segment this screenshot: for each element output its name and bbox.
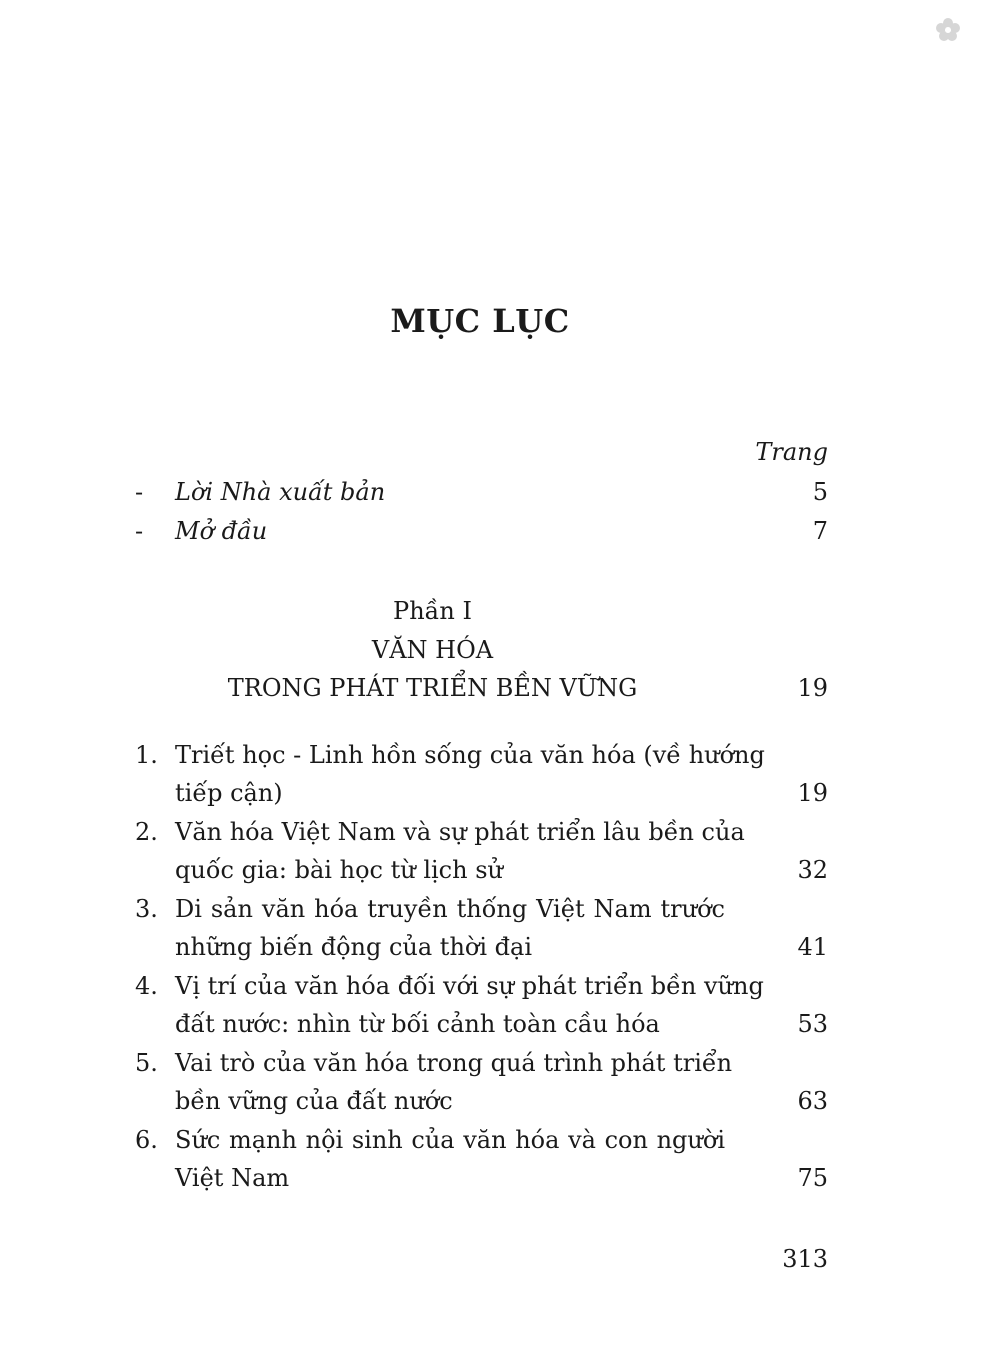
- toc-row-title: Lời Nhà xuất bản: [175, 478, 386, 506]
- part-label: Phần I: [393, 597, 472, 625]
- toc-entry-line1[interactable]: [135, 1121, 828, 1161]
- toc-row-front-matter[interactable]: [135, 473, 828, 513]
- toc-entry-page: 53: [797, 1010, 828, 1038]
- toc-entry-number: 6.: [135, 1126, 158, 1154]
- toc-entry-page: 32: [797, 856, 828, 884]
- toc-entry-title-line2: bền vững của đất nước: [175, 1087, 453, 1115]
- toc-entry-number: 2.: [135, 818, 158, 846]
- toc-entry-title-line2: quốc gia: bài học từ lịch sử: [175, 856, 503, 884]
- toc-entry-line2[interactable]: [135, 1159, 828, 1199]
- toc-entry-page: 19: [797, 779, 828, 807]
- toc-entry-number: 1.: [135, 741, 158, 769]
- toc-entry-page: 75: [797, 1164, 828, 1192]
- page-column-label: Trang: [755, 438, 828, 466]
- toc-entry-title-line1: Triết học - Linh hồn sống của văn hóa (về hướng: [175, 741, 765, 769]
- toc-row-title: Mở đầu: [175, 517, 268, 545]
- toc-entry-title-line1: Di sản văn hóa truyền thống Việt Nam trước: [175, 895, 725, 923]
- toc-row-page: 7: [812, 517, 828, 545]
- page-number: 313: [782, 1245, 828, 1273]
- part-title-line1: VĂN HÓA: [371, 636, 494, 664]
- toc-entry-line2[interactable]: [135, 1005, 828, 1045]
- page-title: MỤC LỤC: [390, 302, 570, 340]
- toc-entry-line2[interactable]: [135, 928, 828, 968]
- toc-entry-line1[interactable]: [135, 890, 828, 930]
- toc-entry-number: 5.: [135, 1049, 158, 1077]
- part-page: 19: [797, 674, 828, 702]
- toc-entry-page: 63: [797, 1087, 828, 1115]
- toc-row-marker: -: [135, 478, 144, 506]
- toc-entry-line1[interactable]: [135, 813, 828, 853]
- toc-entry-title-line1: Vị trí của văn hóa đối với sự phát triển bền vững: [175, 972, 764, 1000]
- toc-entry-title-line2: những biến động của thời đại: [175, 933, 533, 961]
- toc-entry-line1[interactable]: [135, 967, 828, 1007]
- toc-entry-line2[interactable]: [135, 1082, 828, 1122]
- toc-entry-title-line2: tiếp cận): [175, 779, 283, 807]
- toc-entry-line1[interactable]: [135, 1044, 828, 1084]
- flower-ornament-icon: [934, 16, 962, 44]
- toc-row-page: 5: [812, 478, 828, 506]
- toc-entry-title-line1: Sức mạnh nội sinh của văn hóa và con người: [175, 1126, 725, 1154]
- toc-entry-line2[interactable]: [135, 851, 828, 891]
- toc-entry-title-line1: Văn hóa Việt Nam và sự phát triển lâu bền của: [175, 818, 745, 846]
- toc-entry-number: 3.: [135, 895, 158, 923]
- toc-entry-title-line2: đất nước: nhìn từ bối cảnh toàn cầu hóa: [175, 1010, 660, 1038]
- toc-entry-page: 41: [797, 933, 828, 961]
- toc-entry-number: 4.: [135, 972, 158, 1000]
- toc-entry-line2[interactable]: [135, 774, 828, 814]
- toc-row-marker: -: [135, 517, 144, 545]
- toc-entry-title-line1: Vai trò của văn hóa trong quá trình phát triển: [175, 1049, 733, 1077]
- toc-entry-title-line2: Việt Nam: [175, 1164, 290, 1192]
- toc-entry-line1[interactable]: [135, 736, 828, 776]
- part-title-line2[interactable]: TRONG PHÁT TRIỂN BỀN VỮNG: [227, 674, 638, 702]
- toc-row-front-matter[interactable]: [135, 512, 828, 552]
